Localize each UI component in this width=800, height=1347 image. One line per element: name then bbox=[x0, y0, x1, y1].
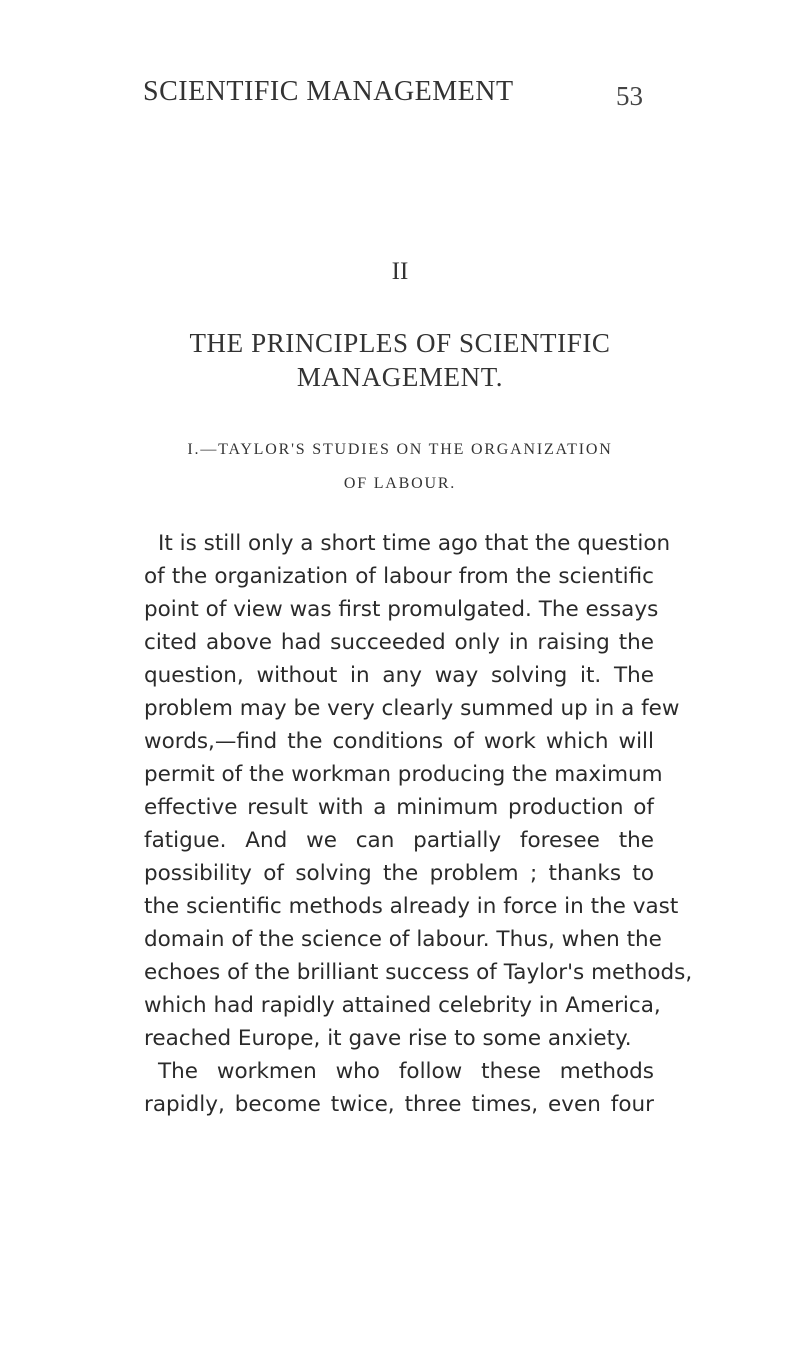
body-line: of the organization of labour from the scientific bbox=[144, 564, 654, 589]
body-line: rapidly, become twice, three times, even four bbox=[144, 1092, 654, 1117]
body-line: which had rapidly attained celebrity in America, bbox=[144, 993, 661, 1018]
body-paragraphs bbox=[144, 527, 693, 1121]
body-line: fatigue. And we can partially foresee the bbox=[144, 828, 654, 853]
chapter-title-line: THE PRINCIPLES OF SCIENTIFIC bbox=[189, 328, 611, 358]
running-head-title: SCIENTIFIC MANAGEMENT bbox=[143, 76, 514, 107]
body-line: words,—find the conditions of work which will bbox=[144, 729, 654, 754]
body-line: effective result with a minimum production of bbox=[144, 795, 654, 820]
section-heading bbox=[0, 433, 800, 501]
body-line: problem may be very clearly summed up in a few bbox=[144, 696, 680, 721]
body-line: permit of the workman producing the maximum bbox=[144, 762, 663, 787]
body-line: reached Europe, it gave rise to some anxiety. bbox=[144, 1026, 632, 1051]
body-line: cited above had succeeded only in raising the bbox=[144, 630, 654, 655]
chapter-title bbox=[0, 326, 800, 394]
body-line: echoes of the brilliant success of Taylor's methods, bbox=[144, 960, 693, 985]
section-heading-line: OF LABOUR. bbox=[343, 475, 457, 492]
running-head bbox=[0, 76, 800, 112]
section-heading-line: I.—TAYLOR'S STUDIES ON THE ORGANIZATION bbox=[187, 441, 613, 458]
body-line: possibility of solving the problem ; thanks to bbox=[144, 861, 654, 886]
body-line: It is still only a short time ago that the question bbox=[158, 531, 671, 556]
page-number: 53 bbox=[616, 81, 643, 111]
chapter-title-line: MANAGEMENT. bbox=[296, 362, 504, 392]
body-line: the scientific methods already in force in the vast bbox=[144, 894, 679, 919]
chapter-number: II bbox=[391, 258, 409, 285]
body-line: point of view was first promulgated. The essays bbox=[144, 597, 659, 622]
body-line: The workmen who follow these methods bbox=[158, 1059, 654, 1084]
body-line: question, without in any way solving it. The bbox=[144, 663, 654, 688]
body-line: domain of the science of labour. Thus, when the bbox=[144, 927, 662, 952]
